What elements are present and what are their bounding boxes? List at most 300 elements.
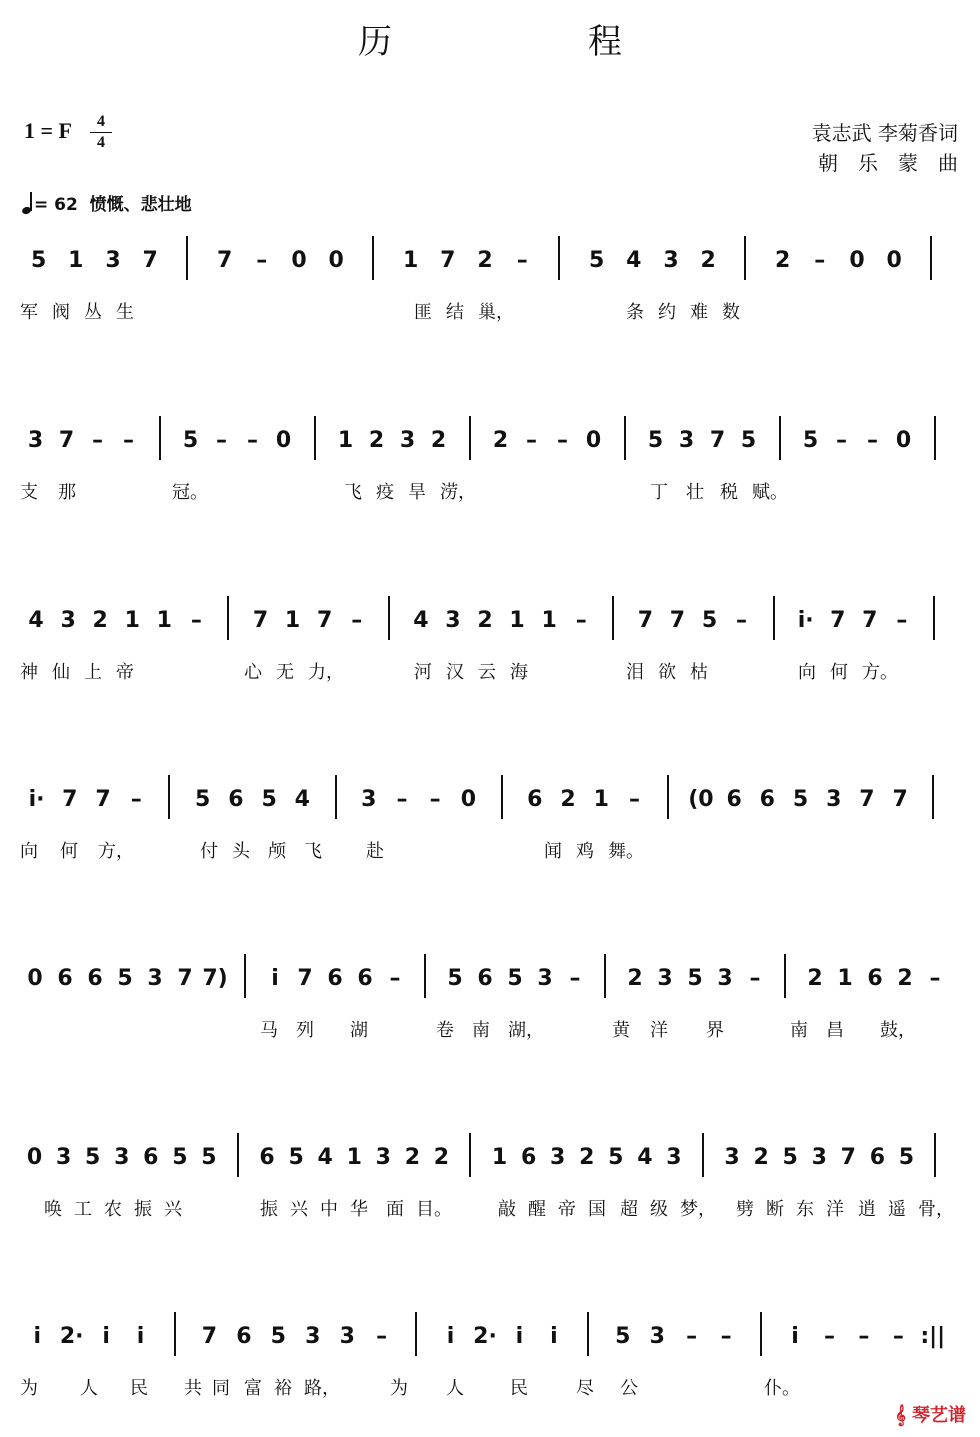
- barline: [784, 954, 786, 998]
- lyric-syllable: 黄: [612, 1020, 630, 1041]
- barline: [702, 1133, 704, 1177]
- dash-note: –: [216, 428, 227, 453]
- lyric-syllable: 民: [510, 1378, 528, 1399]
- lyric-syllable: 人: [80, 1378, 98, 1399]
- note: 7: [440, 248, 456, 273]
- note: 3: [717, 966, 733, 991]
- score-system: [0, 964, 980, 1064]
- note: 5: [802, 428, 819, 453]
- lyric-syllable: 民: [130, 1378, 148, 1399]
- lyric-syllable: 巢，: [478, 302, 514, 323]
- dash-note: –: [516, 248, 528, 273]
- note: 2: [807, 966, 823, 991]
- lyric-syllable: 国: [588, 1199, 606, 1220]
- lyric-syllable: 向: [20, 841, 38, 862]
- barline: [558, 236, 560, 280]
- note: 5: [740, 428, 757, 453]
- note: 1: [284, 608, 301, 633]
- note: 3: [114, 1145, 130, 1170]
- lyric-syllable: 那: [58, 482, 76, 503]
- note: 5: [701, 608, 718, 633]
- note: 5: [172, 1145, 188, 1170]
- note: 3: [305, 1324, 321, 1349]
- dash-note: –: [736, 608, 748, 633]
- note: 1: [541, 608, 557, 633]
- lyric-syllable: 头: [232, 841, 250, 862]
- lyric-syllable: 冠。: [172, 482, 208, 503]
- lyric-syllable: 方。: [862, 662, 898, 683]
- lyric-syllable: 梦，: [680, 1199, 716, 1220]
- score-system: [0, 1143, 980, 1243]
- dash-note: –: [247, 428, 258, 453]
- lyric-syllable: 骨，: [918, 1199, 954, 1220]
- score-system: [0, 606, 980, 706]
- note: 3: [445, 608, 461, 633]
- barline: [934, 416, 936, 460]
- barline: [934, 1133, 936, 1177]
- barline: [335, 775, 337, 819]
- barline: [237, 1133, 239, 1177]
- barline: [624, 416, 626, 460]
- note: 2: [774, 248, 791, 273]
- lyric-syllable: 欲: [658, 662, 676, 683]
- note: 7: [709, 428, 726, 453]
- lyric-syllable: 华: [350, 1199, 368, 1220]
- dash-note: –: [557, 428, 568, 453]
- note: (0: [688, 787, 714, 812]
- note: 0: [886, 248, 902, 273]
- lyric-syllable: 尽: [576, 1378, 594, 1399]
- lyric-syllable: 逍: [858, 1199, 876, 1220]
- lyric-syllable: 匪: [414, 302, 432, 323]
- barline: [227, 596, 229, 640]
- note: 3: [666, 1145, 682, 1170]
- note: 5: [182, 428, 199, 453]
- lyric-syllable: 人: [446, 1378, 464, 1399]
- note: 2: [627, 966, 643, 991]
- lyric-syllable: 湖: [350, 1020, 368, 1041]
- note: 1: [337, 428, 354, 453]
- lyric-syllable: 阀: [52, 302, 70, 323]
- barline: [424, 954, 426, 998]
- score-system: [0, 785, 980, 885]
- lyric-syllable: 壮: [686, 482, 704, 503]
- lyric-syllable: 军: [20, 302, 38, 323]
- note: 5: [507, 966, 523, 991]
- note: 6: [228, 787, 244, 812]
- barline: [933, 596, 935, 640]
- barline: [372, 236, 374, 280]
- note: 6: [87, 966, 103, 991]
- note: 6: [869, 1145, 885, 1170]
- dash-note: –: [686, 1324, 698, 1349]
- note: 2: [433, 1145, 450, 1170]
- lyric-syllable: 疫: [376, 482, 394, 503]
- barline: [415, 1312, 417, 1356]
- note: 7: [58, 428, 75, 453]
- note: 2: [404, 1145, 420, 1170]
- barline: [159, 416, 161, 460]
- lyric-syllable: 丛: [84, 302, 102, 323]
- note: 3: [649, 1324, 665, 1349]
- lyric-syllable: 中: [320, 1199, 338, 1220]
- note: 3: [550, 1145, 566, 1170]
- note: 2: [477, 608, 493, 633]
- lyric-syllable: 方，: [98, 841, 134, 862]
- lyric-syllable: 仆。: [764, 1378, 800, 1399]
- lyric-syllable: 湖，: [508, 1020, 544, 1041]
- lyric-syllable: 闻: [544, 841, 562, 862]
- note: 5: [195, 787, 211, 812]
- barline: [388, 596, 390, 640]
- note: 0: [328, 248, 344, 273]
- note: 5: [792, 787, 809, 812]
- lyric-syllable: 鼓，: [880, 1020, 916, 1041]
- note: 7: [216, 248, 233, 273]
- barline: [587, 1312, 589, 1356]
- lyric-syllable: 难: [690, 302, 708, 323]
- note: 3: [339, 1324, 355, 1349]
- note: 0: [27, 966, 43, 991]
- note: 4: [413, 608, 429, 633]
- note: 3: [663, 248, 679, 273]
- lyric-syllable: 约: [658, 302, 676, 323]
- barline: [168, 775, 170, 819]
- note: 6: [57, 966, 73, 991]
- note: 6: [867, 966, 883, 991]
- note: 5: [117, 966, 133, 991]
- lyric-syllable: 遥: [888, 1199, 906, 1220]
- dash-note: –: [569, 966, 581, 991]
- barline: [501, 775, 503, 819]
- note: 4: [28, 608, 44, 633]
- lyric-syllable: 丁: [650, 482, 668, 503]
- lyric-syllable: 无: [276, 662, 294, 683]
- lyric-syllable: 兴: [290, 1199, 308, 1220]
- note: 2: [579, 1145, 595, 1170]
- lyric-syllable: 河: [414, 662, 432, 683]
- lyric-syllable: 仙: [52, 662, 70, 683]
- lyric-syllable: 向: [798, 662, 816, 683]
- note: 5: [447, 966, 463, 991]
- lyric-syllable: 敲: [498, 1199, 516, 1220]
- lyric-syllable: 帝: [558, 1199, 576, 1220]
- note: 5: [687, 966, 703, 991]
- lyric-syllable: 同: [212, 1378, 230, 1399]
- lyric-syllable: 南: [472, 1020, 490, 1041]
- note: 7: [859, 787, 875, 812]
- note: i: [515, 1324, 524, 1349]
- note: 5: [608, 1145, 624, 1170]
- note: 6: [726, 787, 742, 812]
- dash-note: –: [130, 787, 142, 812]
- note: 0: [26, 1145, 43, 1170]
- note: 6: [527, 787, 543, 812]
- dash-note: –: [823, 1324, 835, 1349]
- note: 3: [147, 966, 163, 991]
- dash-note: –: [814, 248, 826, 273]
- note: 7: [830, 608, 846, 633]
- composer: 朝 乐 蒙 曲: [818, 151, 958, 175]
- time-signature-bottom: 4: [97, 134, 105, 151]
- note: 7: [316, 608, 333, 633]
- dash-note: –: [929, 966, 941, 991]
- lyric-syllable: 界: [706, 1020, 724, 1041]
- note: i: [550, 1324, 558, 1349]
- note: 0: [275, 428, 292, 453]
- note: 6: [520, 1145, 537, 1170]
- song-title: [0, 14, 980, 63]
- lyric-syllable: 海: [510, 662, 528, 683]
- lyric-syllable: 支: [20, 482, 38, 503]
- note: 7: [669, 608, 686, 633]
- dash-note: –: [190, 608, 202, 633]
- note: 3: [361, 787, 377, 812]
- lyric-syllable: 付: [200, 841, 218, 862]
- note: 7: [637, 608, 653, 633]
- note: 7: [892, 787, 908, 812]
- lyric-syllable: 面: [386, 1199, 404, 1220]
- lyric-syllable: 飞: [304, 841, 322, 862]
- lyric-syllable: 昌: [826, 1020, 844, 1041]
- note: 1: [68, 248, 84, 273]
- watermark-icon: 𝄞: [895, 1405, 912, 1426]
- dash-note: –: [526, 428, 537, 453]
- dash-note: –: [867, 428, 878, 453]
- dash-note: –: [896, 608, 908, 633]
- note: 6: [259, 1145, 275, 1170]
- barline: [744, 236, 746, 280]
- lyric-syllable: 兴: [164, 1199, 182, 1220]
- lyric-syllable: 泪: [626, 662, 644, 683]
- note: 2: [897, 966, 913, 991]
- barline: [930, 236, 932, 280]
- dash-note: –: [396, 787, 408, 812]
- barline: [604, 954, 606, 998]
- note: 3: [27, 428, 44, 453]
- note: 3: [678, 428, 695, 453]
- lyric-syllable: 何: [830, 662, 848, 683]
- note: 0: [895, 428, 912, 453]
- note: 5: [85, 1145, 101, 1170]
- note: 1: [491, 1145, 508, 1170]
- note: 2: [477, 248, 493, 273]
- note: 4: [626, 248, 642, 273]
- lyric-syllable: 卷: [436, 1020, 454, 1041]
- note: 3: [657, 966, 673, 991]
- dash-note: –: [123, 428, 134, 453]
- barline: [314, 416, 316, 460]
- barline: [612, 596, 614, 640]
- note: 5: [782, 1145, 798, 1170]
- lyric-syllable: 级: [650, 1199, 668, 1220]
- lyric-syllable: 颅: [268, 841, 286, 862]
- time-signature-bar: [90, 132, 112, 133]
- note: 5: [201, 1145, 217, 1170]
- lyric-syllable: 列: [296, 1020, 314, 1041]
- dash-note: –: [836, 428, 847, 453]
- lyric-syllable: 涝，: [440, 482, 476, 503]
- lyric-syllable: 结: [446, 302, 464, 323]
- dash-note: –: [858, 1324, 870, 1349]
- note: 2: [368, 428, 385, 453]
- barline: [779, 416, 781, 460]
- note: 5: [30, 248, 47, 273]
- dash-note: –: [628, 787, 640, 812]
- lyric-syllable: 枯: [690, 662, 708, 683]
- barline: [760, 1312, 762, 1356]
- lyric-syllable: 劈: [736, 1199, 754, 1220]
- lyric-syllable: 马: [260, 1020, 278, 1041]
- lyric-syllable: 条: [626, 302, 644, 323]
- note: 3: [724, 1145, 740, 1170]
- lyric-syllable: 农: [104, 1199, 122, 1220]
- note: i: [136, 1324, 145, 1349]
- note: 3: [105, 248, 121, 273]
- title-char-1: 历: [358, 22, 392, 62]
- lyric-syllable: 汉: [446, 662, 464, 683]
- dash-note: –: [389, 966, 401, 991]
- lyric-syllable: 振: [134, 1199, 152, 1220]
- lyric-syllable: 振: [260, 1199, 278, 1220]
- dash-note: –: [429, 787, 441, 812]
- title-char-2: 程: [588, 22, 622, 62]
- note: 5: [647, 428, 664, 453]
- note: 1: [156, 608, 172, 633]
- lyric-syllable: 唤: [44, 1199, 62, 1220]
- lyric-syllable: 洋: [826, 1199, 844, 1220]
- note: 2: [492, 428, 509, 453]
- note: 1: [402, 248, 419, 273]
- lyric-syllable: 洋: [650, 1020, 668, 1041]
- note: 1: [509, 608, 525, 633]
- note: 1: [124, 608, 140, 633]
- lyric-syllable: 工: [74, 1199, 92, 1220]
- lyric-syllable: 心: [244, 662, 262, 683]
- note: 3: [55, 1145, 72, 1170]
- note: 2: [753, 1145, 769, 1170]
- note: 3: [375, 1145, 391, 1170]
- lyric-syllable: 赴: [366, 841, 384, 862]
- lyric-syllable: 云: [478, 662, 496, 683]
- watermark-text: 琴艺谱: [912, 1405, 966, 1426]
- note: 6: [327, 966, 343, 991]
- dash-note: –: [575, 608, 587, 633]
- note: 1: [346, 1145, 362, 1170]
- note: 6: [759, 787, 775, 812]
- tempo-expression: 愤慨、悲壮地: [89, 195, 192, 215]
- lyric-syllable: 数: [722, 302, 740, 323]
- note: 6: [143, 1145, 159, 1170]
- dash-note: –: [376, 1324, 388, 1349]
- watermark-logo: [895, 1401, 966, 1427]
- note: 5: [588, 248, 605, 273]
- barline: [469, 416, 471, 460]
- note: 7: [142, 248, 158, 273]
- note: 2·: [473, 1324, 497, 1349]
- note: 0: [585, 428, 602, 453]
- lyric-syllable: 神: [20, 662, 38, 683]
- note: 2: [430, 428, 447, 453]
- note: 7: [862, 608, 878, 633]
- note: 5: [615, 1324, 631, 1349]
- note: 2·: [59, 1324, 84, 1349]
- note: 5: [288, 1145, 304, 1170]
- note: 4: [294, 787, 310, 812]
- note: i: [102, 1324, 110, 1349]
- lyric-syllable: 公: [620, 1378, 638, 1399]
- lyric-syllable: 何: [60, 841, 78, 862]
- lyric-syllable: 为: [390, 1378, 408, 1399]
- barline: [469, 1133, 471, 1177]
- time-signature-top: 4: [97, 113, 105, 130]
- note: 5: [898, 1145, 915, 1170]
- note: 2: [560, 787, 576, 812]
- lyric-syllable: 旱: [408, 482, 426, 503]
- score-system: [0, 246, 980, 346]
- tempo-marking: [22, 190, 192, 215]
- lyric-syllable: 舞。: [608, 841, 644, 862]
- lyric-syllable: 目。: [416, 1199, 452, 1220]
- lyric-syllable: 赋。: [752, 482, 788, 503]
- barline: [773, 596, 775, 640]
- lyric-syllable: 富: [244, 1378, 262, 1399]
- dash-note: –: [892, 1324, 904, 1349]
- note: 2: [700, 248, 716, 273]
- note: 1: [593, 787, 609, 812]
- credits: [812, 118, 958, 178]
- lyric-syllable: 南: [790, 1020, 808, 1041]
- note: 7: [297, 966, 313, 991]
- lyric-syllable: 税: [720, 482, 738, 503]
- note: 0: [291, 248, 307, 273]
- barline: [244, 954, 246, 998]
- lyric-syllable: 鸡: [576, 841, 594, 862]
- note: 4: [317, 1145, 333, 1170]
- tempo-value: = 62: [34, 195, 78, 215]
- note: 2: [92, 608, 108, 633]
- note: 3: [537, 966, 553, 991]
- note: 7: [252, 608, 269, 633]
- dash-note: –: [720, 1324, 732, 1349]
- lyric-syllable: 上: [84, 662, 102, 683]
- barline: [174, 1312, 176, 1356]
- note: i: [271, 966, 279, 991]
- lyric-syllable: 路，: [304, 1378, 340, 1399]
- note: 0: [460, 787, 477, 812]
- note: 5: [261, 787, 277, 812]
- note: 5: [270, 1324, 286, 1349]
- lyric-syllable: 东: [796, 1199, 814, 1220]
- dash-note: –: [749, 966, 761, 991]
- lyric-syllable: 帝: [116, 662, 134, 683]
- quarter-note-icon: [22, 192, 34, 214]
- lyric-syllable: 共: [184, 1378, 202, 1399]
- note: i: [446, 1324, 455, 1349]
- note: 6: [357, 966, 373, 991]
- note: :||: [920, 1324, 946, 1349]
- note: 1: [837, 966, 853, 991]
- note: i: [33, 1324, 41, 1349]
- time-signature: [90, 114, 112, 151]
- dash-note: –: [256, 248, 268, 273]
- barline: [186, 236, 188, 280]
- lyric-syllable: 生: [116, 302, 134, 323]
- note: 3: [399, 428, 416, 453]
- lyric-syllable: 为: [20, 1378, 38, 1399]
- dash-note: –: [351, 608, 363, 633]
- key-signature: 1 = F: [24, 118, 72, 143]
